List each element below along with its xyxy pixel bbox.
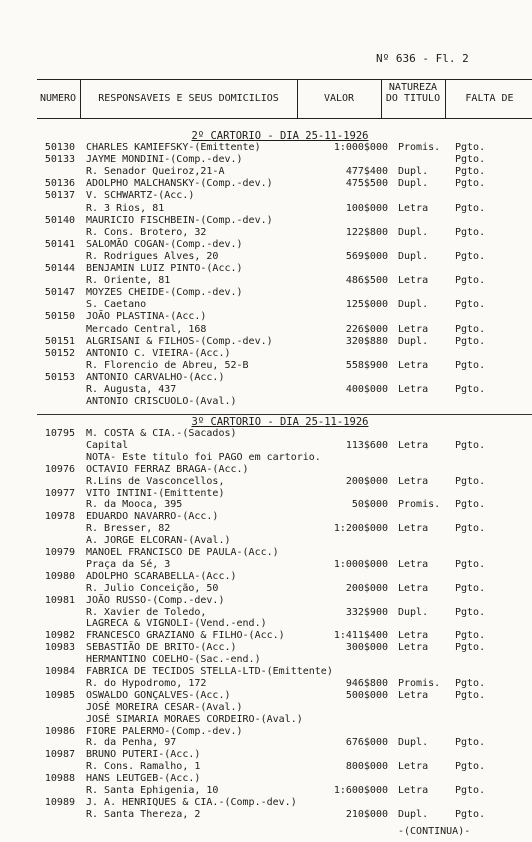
header-divider	[381, 80, 382, 118]
entry-title-type: Dupl.	[398, 737, 429, 749]
ledger-row	[0, 523, 532, 535]
entry-text: R. do Hypodromo, 172	[86, 677, 207, 689]
entry-value: 486$500	[345, 275, 388, 287]
ledger-row	[0, 360, 532, 372]
entry-text: R. Santa Thereza, 2	[86, 808, 201, 820]
entry-reason: Pgto.	[455, 606, 486, 618]
ledger-row	[0, 154, 532, 166]
entry-value: 210$000	[345, 808, 388, 820]
entry-text: FIORE PALERMO-(Comp.-dev.)	[86, 725, 243, 737]
entry-text: JOSÉ SIMARIA MORAES CORDEIRO-(Aval.)	[86, 713, 303, 725]
entry-title-type: Promis.	[398, 499, 441, 511]
entry-number: 50150	[44, 311, 75, 323]
entry-value: 1:411$400	[333, 630, 388, 642]
entry-number: 10980	[44, 570, 75, 582]
entry-number: 50133	[44, 154, 75, 166]
entry-text: LAGRECA & VIGNOLI-(Vend.-end.)	[86, 618, 267, 630]
entry-text: R. Santa Ephigenia, 10	[86, 785, 219, 796]
ledger-row	[0, 178, 532, 190]
ledger-row	[0, 547, 532, 559]
entry-value: 500$000	[345, 689, 388, 701]
entry-title-type: Dupl.	[398, 226, 429, 238]
entry-value: 1:200$000	[333, 523, 388, 535]
entry-reason: Pgto.	[455, 475, 486, 487]
entry-title-type: Dupl.	[398, 606, 429, 618]
entry-text: MANOEL FRANCISCO DE PAULA-(Acc.)	[86, 547, 279, 558]
entry-title-type: Letra	[398, 558, 429, 570]
entry-number: 10987	[44, 749, 75, 761]
entry-text: MOYZES CHEIDE-(Comp.-dev.)	[86, 287, 243, 299]
ledger-row	[0, 263, 532, 275]
ledger-row	[0, 384, 532, 396]
ledger-row	[0, 311, 532, 323]
entry-text: VITO INTINI-(Emittente)	[86, 487, 225, 499]
ledger-row	[0, 488, 532, 500]
entry-text: ALGRISANI & FILHOS-(Comp.-dev.)	[86, 335, 273, 347]
entry-text: BRUNO PUTERI-(Acc.)	[86, 749, 201, 761]
header-divider	[297, 80, 298, 118]
entry-number: 10979	[44, 547, 75, 558]
header-natureza: NATUREZA DO TITULO	[385, 82, 441, 104]
ledger-row	[0, 785, 532, 797]
entry-value: 946$800	[345, 677, 388, 689]
entry-text: HERMANTINO COELHO-(Sac.-end.)	[86, 654, 261, 666]
entry-title-type: Letra	[398, 642, 429, 654]
ledger-row	[0, 372, 532, 384]
entry-number: 10983	[44, 642, 75, 654]
ledger-row	[0, 275, 532, 287]
ledger-row	[0, 251, 532, 263]
entry-text: R. Julio Conceição, 50	[86, 582, 219, 594]
entry-number: 10795	[44, 428, 75, 439]
entry-value: 475$500	[345, 178, 388, 190]
entry-title-type: Letra	[398, 202, 429, 214]
entry-reason: Pgto.	[455, 275, 486, 287]
ledger-row	[0, 559, 532, 571]
entry-title-type: Letra	[398, 523, 429, 535]
entry-reason: Pgto.	[455, 785, 486, 796]
ledger-row	[0, 773, 532, 785]
entry-text: ADOLPHO MALCHANSKY-(Comp.-dev.)	[86, 178, 273, 190]
entry-text: J. A. HENRIQUES & CIA.-(Comp.-dev.)	[86, 796, 297, 808]
entry-reason: Pgto.	[455, 761, 486, 773]
ledger-row	[0, 396, 532, 408]
entry-text: V. SCHWARTZ-(Acc.)	[86, 190, 195, 202]
ledger-row	[0, 761, 532, 773]
entry-reason: Pgto.	[455, 582, 486, 594]
ledger-row	[0, 476, 532, 488]
ledger-row	[0, 190, 532, 202]
ledger-row	[0, 215, 532, 227]
entry-text: JOÃO PLASTINA-(Acc.)	[86, 311, 207, 323]
ledger-row	[0, 583, 532, 595]
entry-title-type: Letra	[398, 630, 429, 642]
entry-value: 569$000	[345, 250, 388, 262]
entry-number: 50144	[44, 263, 75, 274]
entry-text: R. Augusta, 437	[86, 384, 177, 395]
entry-value: 400$000	[345, 384, 388, 395]
entry-text: EDUARDO NAVARRO-(Acc.)	[86, 511, 219, 523]
ledger-row	[0, 287, 532, 299]
entry-text: NOTA- Este titulo foi PAGO em cartorio.	[86, 451, 321, 463]
entry-text: ANTONIO CRISCUOLO-(Aval.)	[86, 396, 237, 408]
ledger-row	[0, 726, 532, 738]
entry-reason: Pgto.	[455, 323, 486, 335]
entry-number: 10978	[44, 511, 75, 523]
ledger-row	[0, 809, 532, 821]
entry-title-type: Promis.	[398, 677, 441, 689]
entry-text: R. Cons. Brotero, 32	[86, 226, 207, 238]
ledger-row	[0, 654, 532, 666]
entry-reason: Pgto.	[455, 439, 486, 451]
entry-text: R. Senador Queiroz,21-A	[86, 166, 225, 178]
entry-title-type: Dupl.	[398, 166, 429, 178]
entry-number: 50130	[44, 142, 75, 153]
ledger-row	[0, 737, 532, 749]
entry-number: 10985	[44, 689, 75, 701]
entry-value: 332$900	[345, 606, 388, 618]
entry-title-type: Letra	[398, 323, 429, 335]
entry-value: 477$400	[345, 166, 388, 178]
entry-reason: Pgto.	[455, 359, 486, 371]
entry-value: 200$000	[345, 582, 388, 594]
entry-title-type: Letra	[398, 384, 429, 395]
ledger-row	[0, 227, 532, 239]
entry-text: ANTONIO CARVALHO-(Acc.)	[86, 371, 225, 383]
entry-value: 558$900	[345, 359, 388, 371]
entry-text: ANTONIO C. VIEIRA-(Acc.)	[86, 347, 231, 359]
entry-reason: Pgto.	[455, 154, 486, 166]
entry-number: 50137	[44, 190, 75, 202]
ledger-row	[0, 499, 532, 511]
entry-value: 320$880	[345, 335, 388, 347]
ledger-row	[0, 642, 532, 654]
header-divider	[445, 80, 446, 118]
entry-text: SEBASTIÃO DE BRITO-(Acc.)	[86, 642, 237, 654]
entry-number: 50147	[44, 287, 75, 299]
ledger-row	[0, 511, 532, 523]
entry-text: Praça da Sé, 3	[86, 558, 171, 570]
entry-reason: Pgto.	[455, 558, 486, 570]
ledger-row	[0, 142, 532, 154]
ledger-row	[0, 690, 532, 702]
entry-value: 50$000	[351, 499, 388, 511]
ledger-row	[0, 749, 532, 761]
entry-reason: Pgto.	[455, 178, 486, 190]
entry-text: JOÃO RUSSO-(Comp.-dev.)	[86, 594, 225, 606]
section-title: 3º CARTORIO - DIA 25-11-1926	[191, 416, 369, 428]
entry-text: ADOLPHO SCARABELLA-(Acc.)	[86, 570, 237, 582]
ledger-row	[0, 203, 532, 215]
ledger-row	[0, 678, 532, 690]
entry-text: R. Xavier de Toledo,	[86, 606, 207, 618]
ledger-row	[0, 714, 532, 726]
entry-value: 113$600	[345, 439, 388, 451]
entry-reason: Pgto.	[455, 166, 486, 178]
entry-text: JAYME MONDINI-(Comp.-dev.)	[86, 154, 243, 166]
entry-title-type: Dupl.	[398, 808, 429, 820]
entry-text: R. Cons. Ramalho, 1	[86, 761, 201, 773]
ledger-row	[0, 630, 532, 642]
entry-reason: Pgto.	[455, 226, 486, 238]
ledger-row	[0, 428, 532, 440]
entry-reason: Pgto.	[455, 202, 486, 214]
entry-text: R.Lins de Vasconcellos,	[86, 475, 225, 487]
entry-number: 10982	[44, 630, 75, 642]
header-responsaveis: RESPONSAVEIS E SEUS DOMICILIOS	[98, 93, 279, 104]
entry-value: 1:000$000	[333, 142, 388, 153]
entry-title-type: Promis.	[398, 142, 441, 153]
table-header	[37, 79, 532, 119]
entry-number: 50136	[44, 178, 75, 190]
entry-text: S. Caetano	[86, 299, 147, 311]
entry-text: CHARLES KAMIEFSKY-(Emittente)	[86, 142, 261, 153]
entry-value: 122$800	[345, 226, 388, 238]
entry-title-type: Letra	[398, 359, 429, 371]
entry-text: A. JORGE ELCORAN-(Aval.)	[86, 535, 231, 547]
entry-title-type: Letra	[398, 475, 429, 487]
entry-number: 50152	[44, 347, 75, 359]
ledger-row	[0, 239, 532, 251]
entry-title-type: Letra	[398, 761, 429, 773]
entry-title-type: Letra	[398, 275, 429, 287]
ledger-row	[0, 452, 532, 464]
ledger-row	[0, 595, 532, 607]
entry-text: SALOMÃO COGAN-(Comp.-dev.)	[86, 238, 243, 250]
entry-reason: Pgto.	[455, 677, 486, 689]
entry-number: 50151	[44, 335, 75, 347]
entry-number: 10977	[44, 487, 75, 499]
page-reference: Nº 636 - Fl. 2	[376, 52, 469, 65]
entry-reason: Pgto.	[455, 642, 486, 654]
entry-title-type: Dupl.	[398, 299, 429, 311]
ledger-row	[0, 797, 532, 809]
ledger-row	[0, 464, 532, 476]
ledger-row	[0, 535, 532, 547]
entry-value: 125$000	[345, 299, 388, 311]
entry-reason: Pgto.	[455, 499, 486, 511]
section-title: 2º CARTORIO - DIA 25-11-1926	[191, 130, 369, 142]
entry-text: BENJAMIN LUIZ PINTO-(Acc.)	[86, 263, 243, 274]
entry-text: R. Oriente, 81	[86, 275, 171, 287]
entry-text: Capital	[86, 439, 129, 451]
ledger-row	[0, 607, 532, 619]
entry-title-type: Letra	[398, 439, 429, 451]
entry-text: R. da Mooca, 395	[86, 499, 183, 511]
entry-text: OSWALDO GONÇALVES-(Acc.)	[86, 689, 231, 701]
entry-reason: Pgto.	[455, 335, 486, 347]
entry-text: M. COSTA & CIA.-(Sacados)	[86, 428, 237, 439]
entry-title-type: Dupl.	[398, 250, 429, 262]
entry-title-type: Letra	[398, 785, 429, 796]
entry-number: 50141	[44, 238, 75, 250]
entry-value: 200$000	[345, 475, 388, 487]
entry-number: 50140	[44, 214, 75, 226]
continua-note: -(CONTINUA)-	[398, 826, 471, 837]
entry-text: R. da Penha, 97	[86, 737, 177, 749]
entry-number: 50153	[44, 371, 75, 383]
entry-value: 226$000	[345, 323, 388, 335]
entry-value: 800$000	[345, 761, 388, 773]
entry-reason: Pgto.	[455, 142, 486, 153]
header-valor: VALOR	[323, 93, 355, 104]
entry-reason: Pgto.	[455, 250, 486, 262]
entry-title-type: Letra	[398, 582, 429, 594]
entry-number: 10976	[44, 463, 75, 475]
entry-text: R. Bresser, 82	[86, 523, 171, 535]
ledger-row	[0, 336, 532, 348]
ledger-row	[0, 324, 532, 336]
ledger-row	[0, 666, 532, 678]
entry-reason: Pgto.	[455, 384, 486, 395]
entry-value: 100$000	[345, 202, 388, 214]
ledger-row	[0, 348, 532, 360]
entry-text: JOSÉ MOREIRA CESAR-(Aval.)	[86, 701, 243, 713]
ledger-row	[0, 299, 532, 311]
entry-reason: Pgto.	[455, 737, 486, 749]
entry-value: 676$000	[345, 737, 388, 749]
ledger-row	[0, 571, 532, 583]
entry-title-type: Letra	[398, 689, 429, 701]
ledger-row	[0, 166, 532, 178]
entry-text: FABRICA DE TECIDOS STELLA-LTD-(Emittente)	[86, 666, 333, 677]
entry-number: 10988	[44, 773, 75, 785]
entry-number: 10981	[44, 594, 75, 606]
entry-number: 10984	[44, 666, 75, 677]
entry-text: R. Rodrigues Alves, 20	[86, 250, 219, 262]
entry-reason: Pgto.	[455, 689, 486, 701]
entry-number: 10986	[44, 725, 75, 737]
entry-text: R. Florencio de Abreu, 52-B	[86, 359, 249, 371]
entry-reason: Pgto.	[455, 808, 486, 820]
header-divider	[80, 80, 81, 118]
entry-value: 1:000$000	[333, 558, 388, 570]
entry-value: 300$000	[345, 642, 388, 654]
entry-title-type: Dupl.	[398, 178, 429, 190]
entry-reason: Pgto.	[455, 630, 486, 642]
entry-value: 1:600$000	[333, 785, 388, 796]
entry-text: OCTAVIO FERRAZ BRAGA-(Acc.)	[86, 463, 249, 475]
entry-reason: Pgto.	[455, 523, 486, 535]
entry-text: MAURICIO FISCHBEIN-(Comp.-dev.)	[86, 214, 273, 226]
entry-text: FRANCESCO GRAZIANO & FILHO-(Acc.)	[86, 630, 285, 642]
entry-number: 10989	[44, 796, 75, 808]
entry-title-type: Dupl.	[398, 335, 429, 347]
header-numero: NUMERO	[39, 93, 77, 104]
entry-text: Mercado Central, 168	[86, 323, 207, 335]
ledger-row	[0, 440, 532, 452]
ledger-row	[0, 618, 532, 630]
ledger-row	[0, 702, 532, 714]
header-falta: FALTA DE	[465, 93, 514, 104]
entry-reason: Pgto.	[455, 299, 486, 311]
entry-text: HANS LEUTGEB-(Acc.)	[86, 773, 201, 785]
entry-text: R. 3 Rios, 81	[86, 202, 165, 214]
